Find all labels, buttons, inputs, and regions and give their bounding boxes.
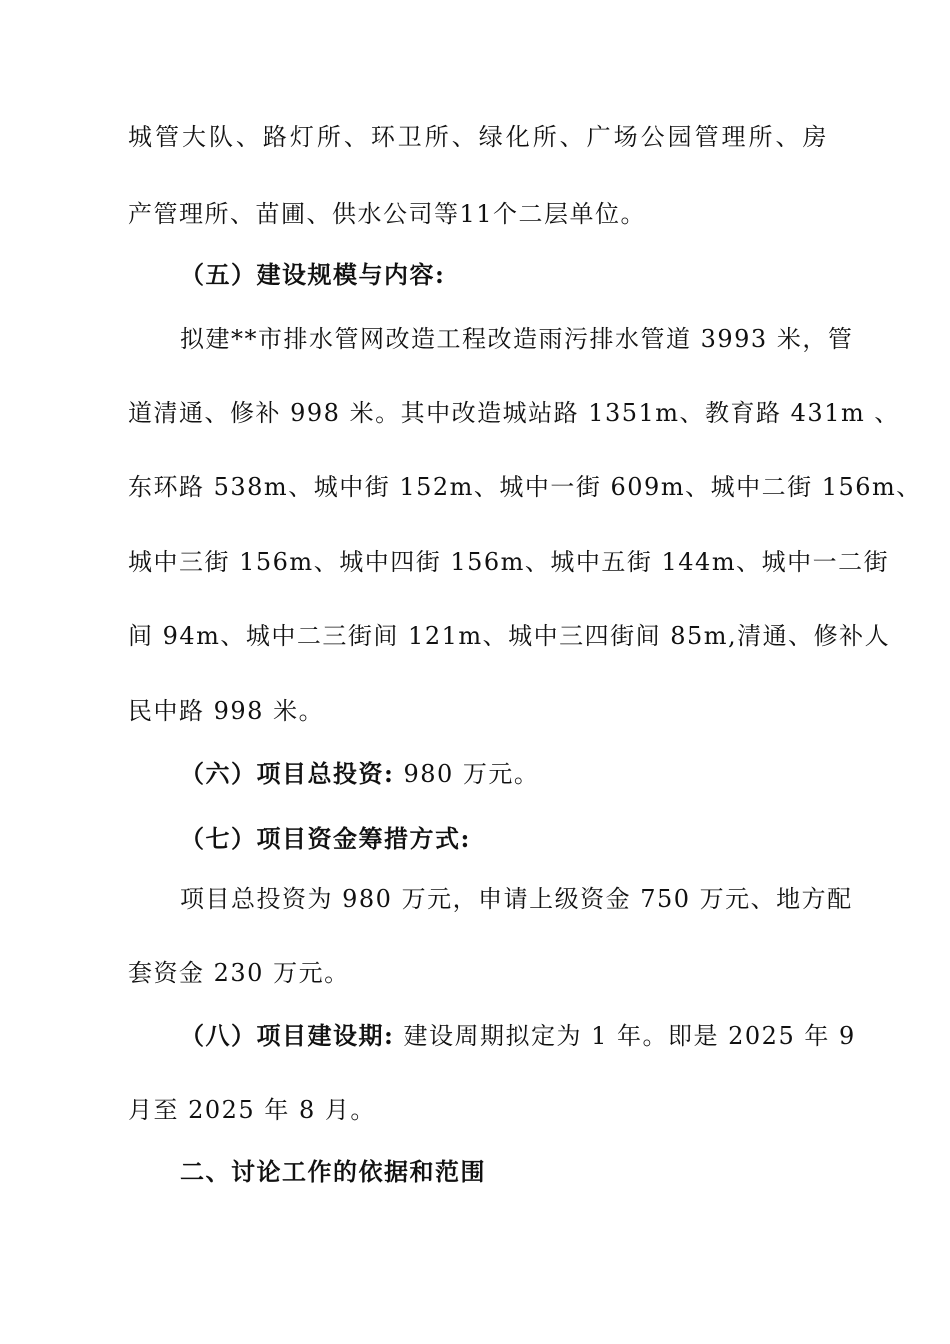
paragraph-line: 间 94m、城中二三街间 121m、城中三四街间 85m,清通、修补人	[128, 622, 891, 650]
heading-value: 建设周期拟定为 1 年。即是 2025 年 9	[394, 1022, 856, 1050]
paragraph-line: 道清通、修补 998 米。其中改造城站路 1351m、教育路 431m 、	[128, 399, 900, 427]
section-heading-8	[180, 1020, 856, 1052]
paragraph-line: 城管大队、路灯所、环卫所、绿化所、广场公园管理所、房	[128, 123, 828, 151]
paragraph-line: 东环路 538m、城中街 152m、城中一街 609m、城中二街 156m、	[128, 473, 922, 501]
paragraph-line: 月至 2025 年 8 月。	[128, 1096, 376, 1124]
section-heading-7: （七）项目资金筹措方式:	[180, 824, 471, 853]
paragraph-line: 拟建**市排水管网改造工程改造雨污排水管道 3993 米，管	[180, 325, 854, 353]
paragraph-line: 产管理所、苗圃、供水公司等11个二层单位。	[128, 200, 647, 228]
section-heading-5: （五）建设规模与内容:	[180, 260, 446, 289]
heading-value: 980 万元。	[394, 760, 540, 788]
section-heading-6	[180, 758, 828, 790]
paragraph-line: 套资金 230 万元。	[128, 959, 350, 987]
heading-label: （八）项目建设期:	[180, 1021, 395, 1050]
heading-label: （六）项目总投资:	[180, 759, 395, 788]
paragraph-line: 城中三街 156m、城中四街 156m、城中五街 144m、城中一二街	[128, 548, 890, 576]
section-title-2: 二、讨论工作的依据和范围	[180, 1157, 486, 1186]
paragraph-line: 项目总投资为 980 万元，申请上级资金 750 万元、地方配	[180, 885, 853, 913]
paragraph-line: 民中路 998 米。	[128, 697, 325, 725]
